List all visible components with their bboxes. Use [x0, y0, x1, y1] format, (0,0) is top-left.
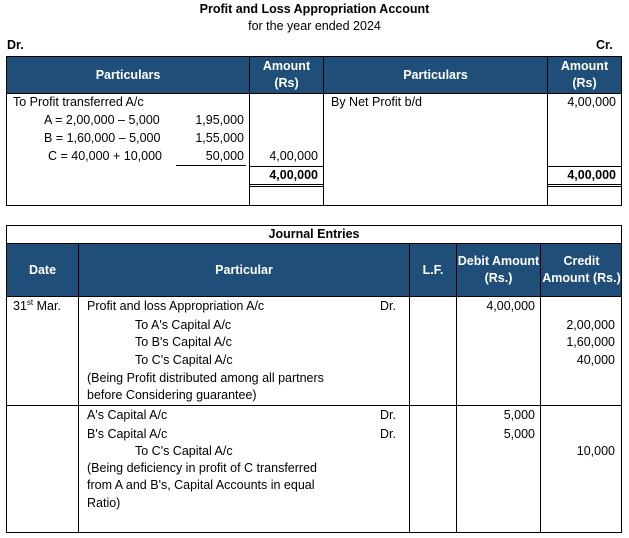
account-subtitle: for the year ended 2024 — [248, 19, 381, 33]
header-particular: Particular — [79, 244, 409, 296]
header-particulars-right: Particulars — [324, 57, 547, 93]
narration-entry1-line2: before Considering guarantee) — [87, 388, 257, 402]
left-total: 4,00,000 — [269, 168, 318, 182]
header-lf: L.F. — [410, 244, 456, 296]
dr-label-entry1: Dr. — [380, 299, 396, 313]
debit-account-pl-appropriation: Profit and loss Appropriation A/c — [87, 299, 265, 313]
partner-a-calc: A = 2,00,000 – 5,000 — [44, 113, 160, 127]
credit-amount-a: 2,00,000 — [566, 318, 615, 332]
narration-entry2-line2: from A and B's, Capital Accounts in equal — [87, 478, 315, 492]
debit-amount-a: 5,000 — [503, 408, 535, 422]
partner-c-value: 50,000 — [205, 149, 244, 163]
header-date: Date — [7, 244, 78, 296]
partner-b-value: 1,55,000 — [195, 131, 244, 145]
by-net-profit: By Net Profit b/d — [331, 95, 423, 109]
narration-entry1-line1: (Being Profit distributed among all partners — [87, 371, 324, 385]
journal-title: Journal Entries — [268, 227, 360, 241]
account-title: Profit and Loss Appropriation Account — [199, 2, 430, 16]
credit-account-a: To A's Capital A/c — [135, 318, 232, 332]
dr-label-entry2-a: Dr. — [380, 408, 396, 422]
header-debit-amount: Debit Amount (Rs.) — [457, 244, 540, 296]
right-total: 4,00,000 — [567, 168, 616, 182]
credit-amount-b: 1,60,000 — [566, 335, 615, 349]
credit-account-c: To C's Capital A/c — [135, 353, 233, 367]
header-particulars-left: Particulars — [7, 57, 249, 93]
partner-c-calc: C = 40,000 + 10,000 — [48, 149, 162, 163]
entry1-debit-amount: 4,00,000 — [486, 299, 535, 313]
left-subtotal: 4,00,000 — [269, 149, 318, 163]
header-amount-right: Amount (Rs) — [548, 57, 621, 93]
debit-amount-b: 5,000 — [503, 427, 535, 441]
cr-label: Cr. — [596, 38, 613, 52]
partner-b-calc: B = 1,60,000 – 5,000 — [44, 131, 161, 145]
header-credit-amount: Credit Amount (Rs.) — [541, 244, 622, 296]
dr-label: Dr. — [7, 38, 24, 52]
partner-a-value: 1,95,000 — [195, 113, 244, 127]
to-profit-transferred: To Profit transferred A/c — [13, 95, 144, 109]
credit-amount-c: 40,000 — [576, 353, 615, 367]
credit-account-c-entry2: To C's Capital A/c — [135, 444, 233, 458]
narration-entry2-line3: Ratio) — [87, 496, 121, 510]
debit-account-a: A's Capital A/c — [87, 408, 168, 422]
net-profit-amount: 4,00,000 — [567, 95, 616, 109]
header-amount-left: Amount (Rs) — [250, 57, 323, 93]
debit-account-b: B's Capital A/c — [87, 427, 168, 441]
entry-date: 31st Mar. — [13, 297, 61, 313]
credit-amount-c-entry2: 10,000 — [576, 444, 615, 458]
credit-account-b: To B's Capital A/c — [135, 335, 232, 349]
narration-entry2-line1: (Being deficiency in profit of C transferred — [87, 461, 317, 475]
dr-label-entry2-b: Dr. — [380, 427, 396, 441]
